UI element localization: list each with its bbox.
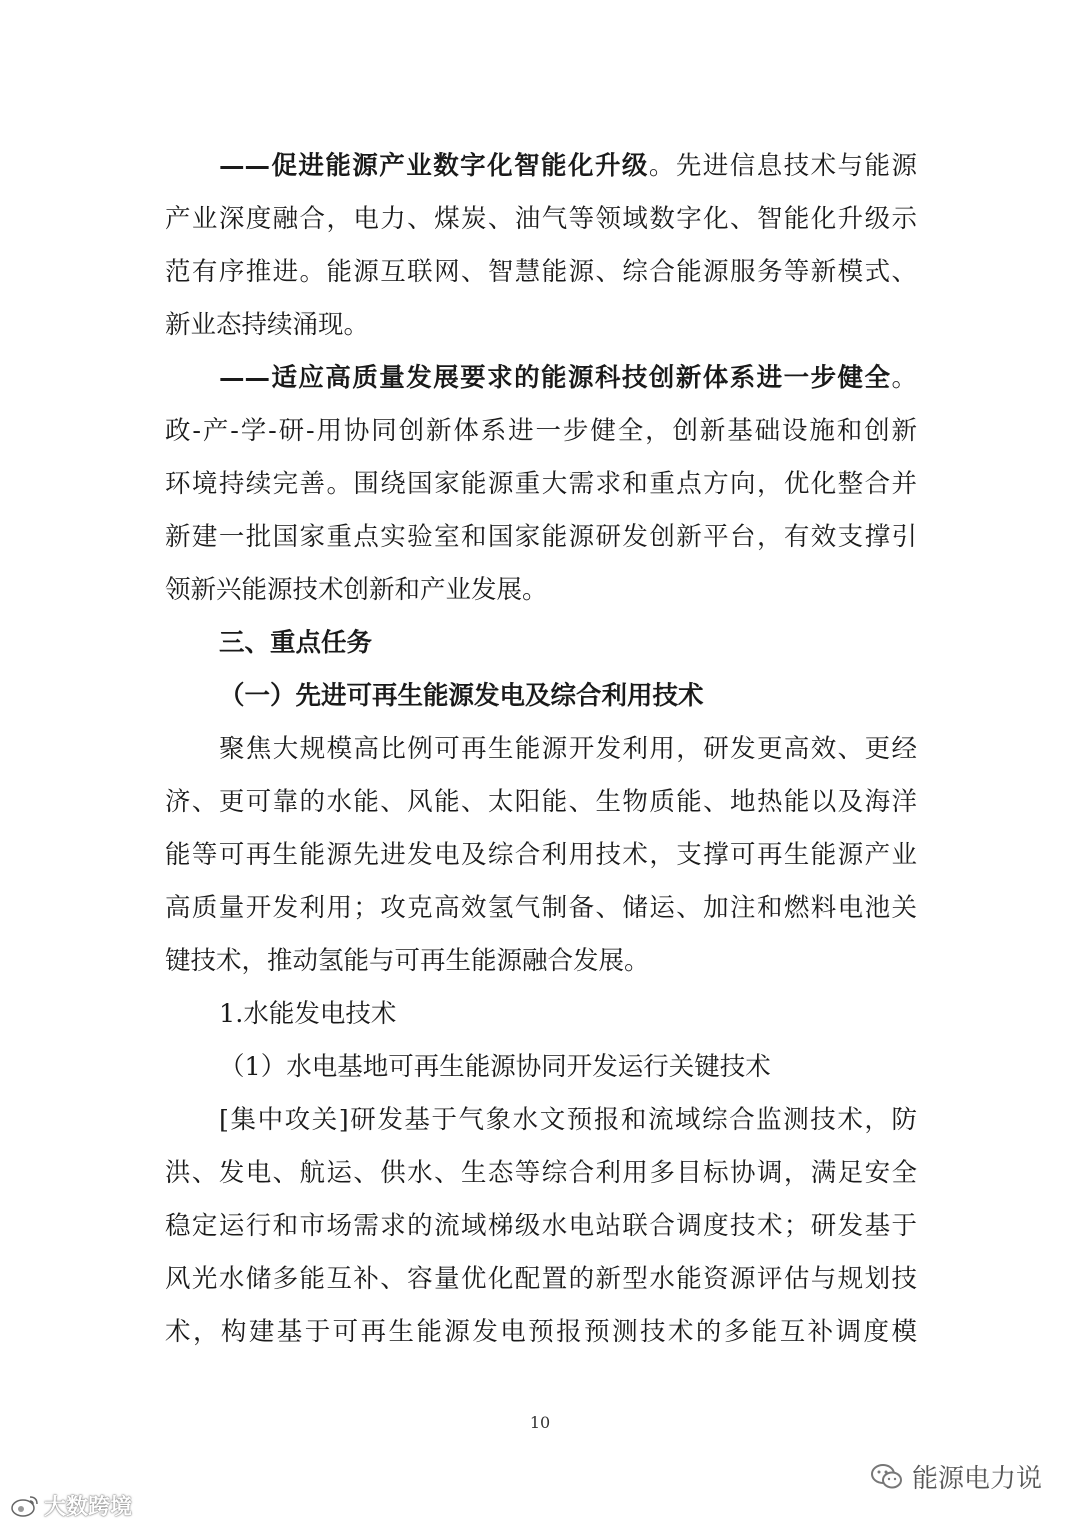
paragraph-line: 聚焦大规模高比例可再生能源开发利用，研发更高效、更经 xyxy=(219,734,917,764)
paragraph-line: 风光水储多能互补、容量优化配置的新型水能资源评估与规划技 xyxy=(165,1264,917,1294)
watermark-text: 能源电力说 xyxy=(911,1464,1042,1494)
paragraph-line: 键技术，推动氢能与可再生能源融合发展。 xyxy=(165,946,650,976)
paragraph-line: 能等可再生能源先进发电及综合利用技术，支撑可再生能源产业 xyxy=(165,840,917,870)
watermark-text: 大数跨境 xyxy=(44,1495,133,1520)
paragraph-line: 术，构建基于可再生能源发电预报预测技术的多能互补调度模 xyxy=(165,1317,917,1347)
section-heading: 三、重点任务 xyxy=(219,628,373,658)
paragraph-line: 政-产-学-研-用协同创新体系进一步健全，创新基础设施和创新 xyxy=(165,416,917,446)
page-number: 10 xyxy=(529,1413,551,1432)
paragraph-line: 产业深度融合，电力、煤炭、油气等领域数字化、智能化升级示 xyxy=(165,204,917,234)
document-body xyxy=(165,140,917,1359)
paragraph-line: 环境持续完善。围绕国家能源重大需求和重点方向，优化整合并 xyxy=(165,469,917,499)
item-heading: 1.水能发电技术 xyxy=(219,999,397,1029)
subsection-heading: （一）先进可再生能源发电及综合利用技术 xyxy=(219,681,704,711)
line-text: 。先进信息技术与能源 xyxy=(648,151,917,181)
wechat-icon xyxy=(870,1462,904,1492)
paragraph-line xyxy=(165,352,917,405)
paragraph-line: [集中攻关]研发基于气象水文预报和流域综合监测技术，防 xyxy=(219,1105,917,1135)
paragraph-line: 洪、发电、航运、供水、生态等综合利用多目标协调，满足安全 xyxy=(165,1158,917,1188)
line-text: 。 xyxy=(891,363,917,393)
paragraph-line: 济、更可靠的水能、风能、太阳能、生物质能、地热能以及海洋 xyxy=(165,787,917,817)
weibo-icon xyxy=(10,1493,40,1519)
bold-lead: ——适应高质量发展要求的能源科技创新体系进一步健全 xyxy=(219,363,892,393)
paragraph-line xyxy=(165,140,917,193)
item-subheading: （1）水电基地可再生能源协同开发运行关键技术 xyxy=(219,1052,771,1082)
bold-lead: ——促进能源产业数字化智能化升级 xyxy=(219,151,649,181)
paragraph-line: 领新兴能源技术创新和产业发展。 xyxy=(165,575,548,605)
paragraph-line: 新建一批国家重点实验室和国家能源研发创新平台，有效支撑引 xyxy=(165,522,917,552)
paragraph-line: 稳定运行和市场需求的流域梯级水电站联合调度技术；研发基于 xyxy=(165,1211,917,1241)
wechat-watermark xyxy=(870,1458,1042,1495)
paragraph-line: 高质量开发利用；攻克高效氢气制备、储运、加注和燃料电池关 xyxy=(165,893,917,923)
weibo-watermark xyxy=(10,1490,132,1521)
paragraph-line: 新业态持续涌现。 xyxy=(165,310,370,340)
paragraph-line: 范有序推进。能源互联网、智慧能源、综合能源服务等新模式、 xyxy=(165,257,917,287)
